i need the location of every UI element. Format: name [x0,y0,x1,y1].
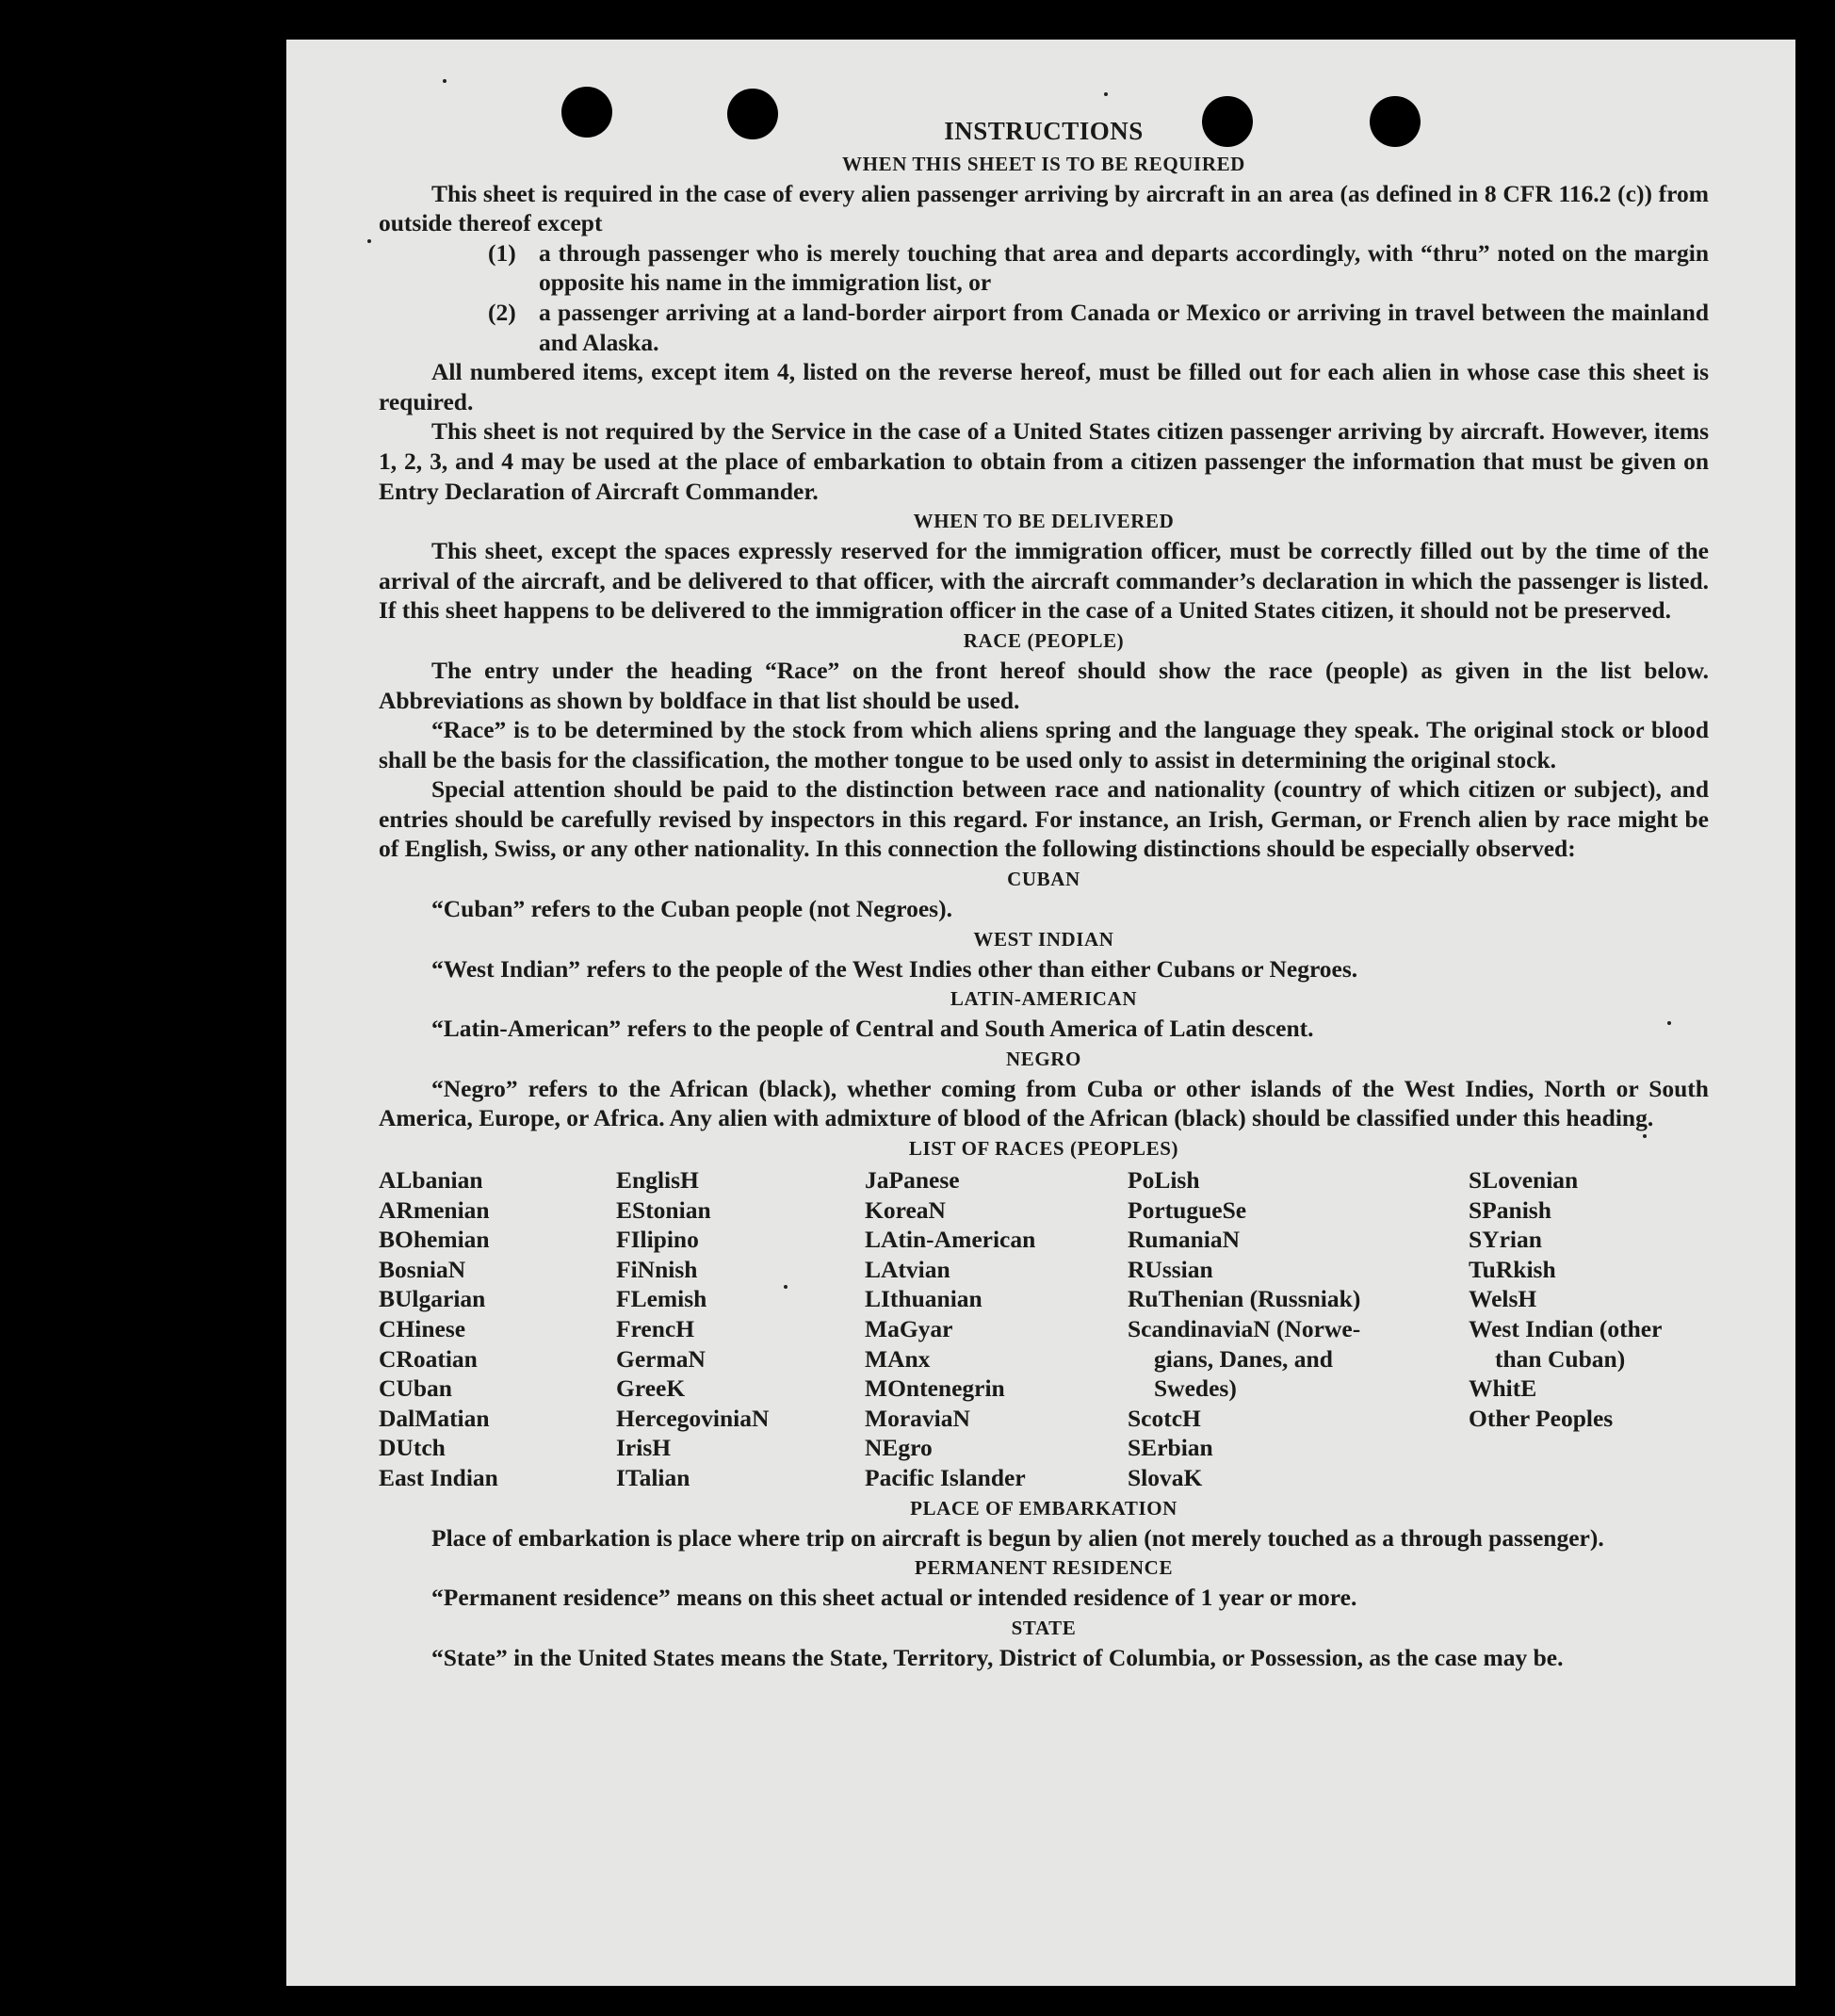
race-entry: West Indian (other [1469,1315,1663,1342]
section-heading: PLACE OF EMBARKATION [910,1496,1177,1520]
race-entry: ScandinaviaN (Norwe- [1128,1315,1361,1342]
speck [1104,92,1108,96]
race-entry: MAnx [865,1344,931,1373]
race-entry: RumaniaN [1128,1226,1241,1254]
race-entry: FIlipino [616,1226,699,1254]
section-heading: STATE [1011,1616,1077,1639]
race-entry: DUtch [379,1434,446,1462]
paragraph: This sheet, except the spaces expressly reserved for the immigration officer, must be correctly filled out by the time of the arrival of the aircraft, and be delivered to that officer, with the aircraft commander’s declaration in which the passenger is listed. If this sheet happens to be delivered to the immigration officer in the case of a United States citizen, it should not be preserved. [379,537,1709,625]
race-entry: KoreaN [865,1195,946,1224]
race-entry: gians, Danes, and [1154,1344,1333,1373]
race-entry: DalMatian [379,1404,490,1432]
paragraph: “Latin-American” refers to the people of Central and South America of Latin descent. [431,1015,1314,1043]
paragraph: This sheet is not required by the Service in the case of a United States citizen passenger arriving by aircraft. However, items 1, 2, 3, and 4 may be used at the place of embarkation to obtain from a citizen passenger the information that must be given on Entry Declaration of Aircraft Commander. [379,417,1709,505]
instructions-content [379,117,1709,1672]
item-text: a passenger arriving at a land-border airport from Canada or Mexico or arriving in travel between the mainland and Alaska. [539,298,1709,356]
race-entry: CUban [379,1374,452,1403]
race-entry: MaGyar [865,1315,953,1342]
race-entry: than Cuban) [1495,1344,1626,1373]
race-entry: RUssian [1128,1255,1213,1283]
race-column [865,1165,1128,1493]
document-page [286,40,1795,1986]
race-entry: RuThenian (Russniak) [1128,1285,1361,1313]
race-entry: WhitE [1469,1374,1537,1403]
race-entry: CHinese [379,1315,466,1342]
paragraph: All numbered items, except item 4, listed on the reverse hereof, must be filled out for each alien in whose case this sheet is required. [379,358,1709,415]
paragraph: The entry under the heading “Race” on the front hereof should show the race (people) as given in the list below. Abbreviations as shown by boldface in that list should be used. [379,656,1709,714]
section-heading: WEST INDIAN [973,927,1114,951]
race-entry: SPanish [1469,1195,1551,1224]
race-entry: SLovenian [1469,1166,1579,1195]
paragraph: “State” in the United States means the State, Territory, District of Columbia, or Possession, as the case may be. [431,1643,1564,1671]
race-entry: CRoatian [379,1344,478,1373]
race-entry: PoLish [1128,1166,1200,1195]
race-entry: MOntenegrin [865,1374,1005,1403]
section-heading: LIST OF RACES (PEOPLES) [908,1137,1179,1161]
paragraph: Special attention should be paid to the distinction between race and nationality (country of which citizen or subject), and entries should be carefully revised by inspectors in this regard. For instance, an Irish, German, or French alien by race might be of English, Swiss, or any other nationality. In this connection the following distinctions should be especially observed: [379,775,1709,863]
race-entry: IrisH [616,1434,672,1462]
race-entry: LAtvian [865,1255,950,1283]
race-entry: Other Peoples [1469,1404,1614,1432]
race-entry: EStonian [616,1195,711,1224]
race-entry: Pacific Islander [865,1463,1026,1491]
section-heading: CUBAN [1007,868,1080,891]
section-heading: LATIN-AMERICAN [950,987,1138,1011]
race-column [1469,1165,1709,1493]
page-title: INSTRUCTIONS [944,117,1144,145]
speck [367,239,371,243]
race-entry: BosniaN [379,1255,466,1283]
section-heading: NEGRO [1005,1047,1081,1070]
section-heading: PERMANENT RESIDENCE [914,1556,1174,1580]
race-entry: GermaN [616,1344,706,1373]
race-entry: SlovaK [1128,1463,1203,1491]
race-entry: SYrian [1469,1226,1542,1254]
race-column [616,1165,865,1493]
race-entry: BUlgarian [379,1285,486,1313]
paragraph: “West Indian” refers to the people of the West Indies other than either Cubans or Negroes. [431,954,1358,983]
race-list [379,1165,1709,1493]
race-entry: ITalian [616,1463,690,1491]
paragraph: “Negro” refers to the African (black), whether coming from Cuba or other islands of the West Indies, North or South America, Europe, or Africa. Any alien with admixture of blood of the African (black) should be classified under this heading. [379,1074,1709,1132]
race-entry: East Indian [379,1463,498,1491]
race-entry: ScotcH [1128,1404,1201,1432]
list-item [488,238,1709,298]
race-entry: WelsH [1469,1285,1537,1313]
race-entry: LIthuanian [865,1285,982,1313]
race-entry: ARmenian [379,1195,490,1224]
race-column [1128,1165,1469,1493]
paragraph: “Cuban” refers to the Cuban people (not Negroes). [431,895,952,923]
race-entry: Swedes) [1154,1374,1237,1403]
race-entry: NEgro [865,1434,933,1462]
race-entry: BOhemian [379,1226,490,1254]
speck [443,79,447,83]
race-entry: TuRkish [1469,1255,1556,1283]
race-entry: FiNnish [616,1255,698,1283]
race-entry: MoraviaN [865,1404,970,1432]
race-entry: PortugueSe [1128,1195,1247,1224]
race-entry: LAtin-American [865,1226,1036,1254]
paragraph: This sheet is required in the case of every alien passenger arriving by aircraft in an area (as defined in 8 CFR 116.2 (c)) from outside thereof except [379,179,1709,237]
item-number: (2) [488,298,516,326]
section-heading: RACE (PEOPLE) [963,628,1125,652]
paragraph: “Permanent residence” means on this sheet actual or intended residence of 1 year or more. [431,1584,1357,1612]
race-column [379,1165,616,1493]
paragraph: Place of embarkation is place where trip on aircraft is begun by alien (not merely touched as a through passenger). [431,1523,1604,1552]
item-number: (1) [488,238,516,267]
race-entry: JaPanese [865,1166,960,1195]
paragraph: “Race” is to be determined by the stock from which aliens spring and the language they speak. The original stock or blood shall be the basis for the classification, the mother tongue to be used only to assist in determining the original stock. [379,716,1709,773]
race-entry: FLemish [616,1285,707,1313]
section-heading: WHEN TO BE DELIVERED [913,510,1175,533]
section-heading: WHEN THIS SHEET IS TO BE REQUIRED [842,152,1245,175]
race-entry: EnglisH [616,1166,699,1195]
race-entry: FrencH [616,1315,695,1342]
race-entry: ALbanian [379,1166,483,1195]
race-entry: SErbian [1128,1434,1213,1462]
race-entry: HercegoviniaN [616,1404,770,1432]
race-entry: GreeK [616,1374,686,1403]
list-item [488,298,1709,357]
item-text: a through passenger who is merely touching that area and departs accordingly, with “thru” noted on the margin opposite his name in the immigration list, or [539,238,1709,297]
